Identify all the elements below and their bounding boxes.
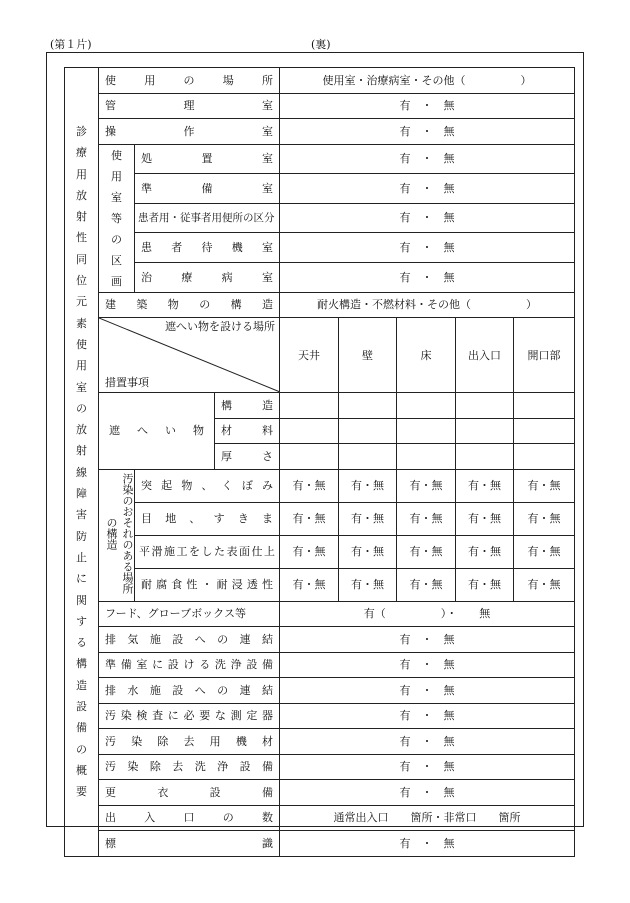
- mark: 有・無: [514, 535, 575, 568]
- prep-room-label: 準備室: [135, 174, 280, 204]
- measures-label: 措置事項: [105, 376, 149, 389]
- mark: 有・無: [456, 502, 514, 535]
- use-place-label: 使用の場所: [99, 68, 280, 94]
- decon-equipment-label: 汚染除去用機材: [99, 729, 280, 755]
- washing-label: 準備室に設ける洗浄設備: [99, 652, 280, 678]
- control-room-label: 管理室: [99, 93, 280, 119]
- mark: 有・無: [339, 502, 397, 535]
- exhaust-value: 有 ・ 無: [280, 627, 575, 653]
- cell: [456, 444, 514, 470]
- contam-label: 汚染のおそれのある場所の構造: [99, 469, 135, 601]
- mark: 有・無: [456, 469, 514, 502]
- washing-value: 有 ・ 無: [280, 652, 575, 678]
- mark: 有・無: [339, 535, 397, 568]
- mark: 有・無: [456, 535, 514, 568]
- hood-value: 有（ ）・ 無: [280, 601, 575, 627]
- col-ceiling: 天井: [280, 318, 339, 393]
- cell: [397, 418, 456, 444]
- operation-room-label: 操作室: [99, 119, 280, 145]
- hood-label: フード、グローブボックス等: [99, 601, 280, 627]
- col-opening: 開口部: [514, 318, 575, 393]
- col-wall: 壁: [339, 318, 397, 393]
- building-structure-label: 建築物の構造: [99, 292, 280, 318]
- treatment-ward-label: 治療病室: [135, 262, 280, 292]
- meter-value: 有 ・ 無: [280, 703, 575, 729]
- shield-place-label: 遮へい物を設ける場所: [165, 320, 276, 333]
- operation-room-value: 有 ・ 無: [280, 119, 575, 145]
- cell: [280, 393, 339, 419]
- toilet-division-value: 有 ・ 無: [280, 203, 575, 233]
- decon-washing-value: 有 ・ 無: [280, 754, 575, 780]
- cell: [339, 393, 397, 419]
- cell: [280, 418, 339, 444]
- sheet-side: (裏): [311, 38, 331, 51]
- entrances-label: 出入口の数: [99, 805, 280, 831]
- mark: 有・無: [339, 568, 397, 601]
- disposal-room-label: 処置室: [135, 144, 280, 174]
- mark: 有・無: [397, 502, 456, 535]
- mark: 有・無: [514, 469, 575, 502]
- changing-value: 有 ・ 無: [280, 780, 575, 806]
- shield-material-label: 材料: [215, 418, 280, 444]
- cell: [280, 444, 339, 470]
- cell: [339, 418, 397, 444]
- sheet-number: (第１片): [50, 38, 92, 51]
- mark: 有・無: [280, 469, 339, 502]
- control-room-value: 有 ・ 無: [280, 93, 575, 119]
- cell: [514, 393, 575, 419]
- entrances-value: 通常出入口 箇所・非常口 箇所: [280, 805, 575, 831]
- shield-label: 遮へい物: [99, 393, 215, 470]
- drainage-label: 排水施設への連結: [99, 678, 280, 704]
- cell: [397, 444, 456, 470]
- contam-item-3-label: 平滑施工をした表面仕上: [135, 535, 280, 568]
- disposal-room-value: 有 ・ 無: [280, 144, 575, 174]
- sign-value: 有 ・ 無: [280, 831, 575, 857]
- changing-label: 更衣設備: [99, 780, 280, 806]
- division-label: 使用室等の区画: [99, 144, 135, 292]
- drainage-value: 有 ・ 無: [280, 678, 575, 704]
- mark: 有・無: [339, 469, 397, 502]
- mark: 有・無: [397, 469, 456, 502]
- col-floor: 床: [397, 318, 456, 393]
- shield-diagonal-header: [99, 318, 280, 393]
- mark: 有・無: [397, 535, 456, 568]
- decon-equipment-value: 有 ・ 無: [280, 729, 575, 755]
- prep-room-value: 有 ・ 無: [280, 174, 575, 204]
- shield-structure-label: 構造: [215, 393, 280, 419]
- building-structure-value: 耐火構造・不燃材料・その他（ ）: [280, 292, 575, 318]
- meter-label: 汚染検査に必要な測定器: [99, 703, 280, 729]
- mark: 有・無: [280, 568, 339, 601]
- toilet-division-label: 患者用・従事者用便所の区分: [135, 203, 280, 233]
- mark: 有・無: [514, 502, 575, 535]
- cell: [339, 444, 397, 470]
- mark: 有・無: [456, 568, 514, 601]
- sign-label: 標識: [99, 831, 280, 857]
- mark: 有・無: [280, 535, 339, 568]
- cell: [397, 393, 456, 419]
- contam-item-2-label: 目地、すきま: [135, 502, 280, 535]
- decon-washing-label: 汚染除去洗浄設備: [99, 754, 280, 780]
- shield-thickness-label: 厚さ: [215, 444, 280, 470]
- treatment-ward-value: 有 ・ 無: [280, 262, 575, 292]
- exhaust-label: 排気施設への連結: [99, 627, 280, 653]
- section-title: 診療用放射性同位元素使用室の放射線障害防止に関する構造設備の概要: [65, 68, 99, 857]
- col-entrance: 出入口: [456, 318, 514, 393]
- mark: 有・無: [514, 568, 575, 601]
- contam-item-1-label: 突起物、くぼみ: [135, 469, 280, 502]
- mark: 有・無: [397, 568, 456, 601]
- contam-item-4-label: 耐腐食性・耐浸透性: [135, 568, 280, 601]
- waiting-room-value: 有 ・ 無: [280, 233, 575, 263]
- use-place-value: 使用室・治療病室・その他（ ）: [280, 68, 575, 94]
- waiting-room-label: 患者待機室: [135, 233, 280, 263]
- cell: [456, 393, 514, 419]
- mark: 有・無: [280, 502, 339, 535]
- cell: [514, 444, 575, 470]
- cell: [514, 418, 575, 444]
- cell: [456, 418, 514, 444]
- structure-table: [64, 67, 575, 857]
